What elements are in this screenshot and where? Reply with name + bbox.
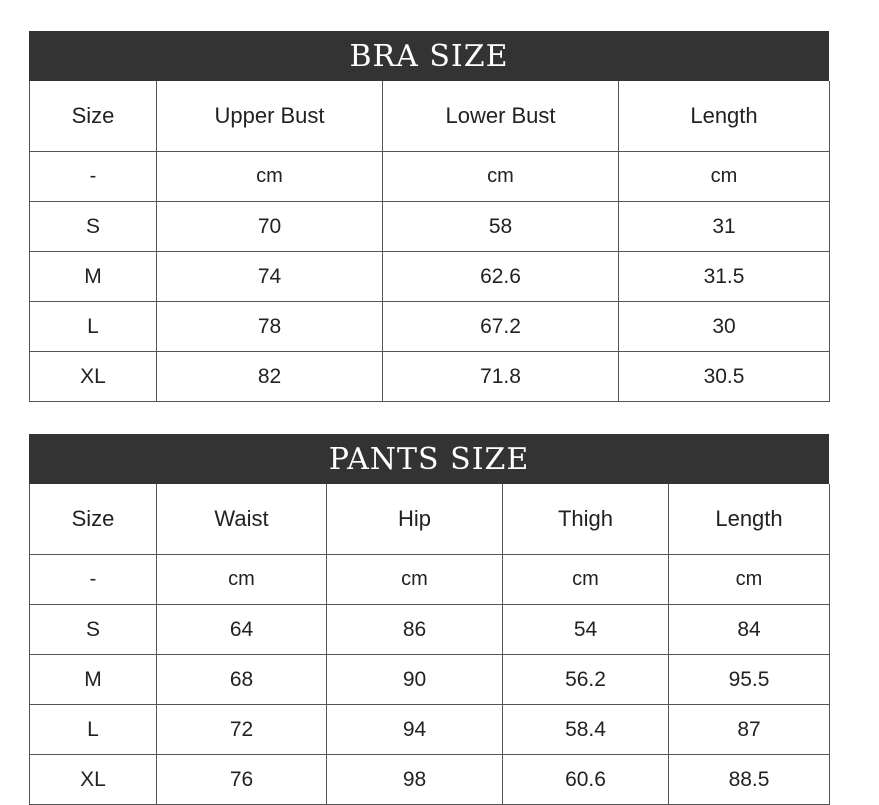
table-cell: 31.5 — [619, 252, 830, 302]
table-row — [30, 755, 830, 805]
size-label-cell: L — [30, 302, 157, 352]
column-header: Length — [619, 81, 830, 152]
table-cell: 78 — [157, 302, 383, 352]
table-cell: 94 — [327, 705, 503, 755]
table-cell: 58 — [383, 202, 619, 252]
unit-cell: - — [30, 152, 157, 202]
table-cell: 58.4 — [503, 705, 669, 755]
table-row — [30, 252, 830, 302]
unit-cell: cm — [157, 555, 327, 605]
table-cell: 30.5 — [619, 352, 830, 402]
table-cell: 76 — [157, 755, 327, 805]
table-cell: 56.2 — [503, 655, 669, 705]
table-row — [30, 605, 830, 655]
column-header: Waist — [157, 484, 327, 555]
table-cell: 62.6 — [383, 252, 619, 302]
table-cell: 86 — [327, 605, 503, 655]
unit-cell: cm — [669, 555, 830, 605]
table-row — [30, 202, 830, 252]
table-cell: 67.2 — [383, 302, 619, 352]
table-cell: 60.6 — [503, 755, 669, 805]
size-label-cell: XL — [30, 755, 157, 805]
table-cell: 87 — [669, 705, 830, 755]
pants-size-chart — [29, 434, 829, 805]
table-cell: 70 — [157, 202, 383, 252]
table-row — [30, 705, 830, 755]
table-cell: 74 — [157, 252, 383, 302]
table-cell: 88.5 — [669, 755, 830, 805]
size-label-cell: S — [30, 605, 157, 655]
table-row — [30, 352, 830, 402]
unit-cell: cm — [503, 555, 669, 605]
table-header-row — [30, 484, 830, 555]
table-header-row — [30, 81, 830, 152]
table-cell: 84 — [669, 605, 830, 655]
column-header: Length — [669, 484, 830, 555]
unit-cell: cm — [619, 152, 830, 202]
pants-size-title: PANTS SIZE — [29, 434, 829, 484]
column-header: Hip — [327, 484, 503, 555]
size-label-cell: S — [30, 202, 157, 252]
table-cell: 98 — [327, 755, 503, 805]
unit-row — [30, 555, 830, 605]
table-row — [30, 655, 830, 705]
unit-cell: cm — [383, 152, 619, 202]
column-header: Thigh — [503, 484, 669, 555]
size-label-cell: M — [30, 252, 157, 302]
table-cell: 54 — [503, 605, 669, 655]
column-header: Size — [30, 484, 157, 555]
size-label-cell: L — [30, 705, 157, 755]
table-cell: 90 — [327, 655, 503, 705]
unit-cell: - — [30, 555, 157, 605]
table-cell: 82 — [157, 352, 383, 402]
table-cell: 71.8 — [383, 352, 619, 402]
table-cell: 72 — [157, 705, 327, 755]
unit-row — [30, 152, 830, 202]
bra-size-chart — [29, 31, 829, 402]
column-header: Upper Bust — [157, 81, 383, 152]
size-label-cell: M — [30, 655, 157, 705]
bra-size-title: BRA SIZE — [29, 31, 829, 81]
unit-cell: cm — [157, 152, 383, 202]
table-row — [30, 302, 830, 352]
table-cell: 64 — [157, 605, 327, 655]
table-cell: 30 — [619, 302, 830, 352]
size-label-cell: XL — [30, 352, 157, 402]
bra-size-table — [29, 81, 830, 402]
column-header: Size — [30, 81, 157, 152]
table-cell: 31 — [619, 202, 830, 252]
table-cell: 95.5 — [669, 655, 830, 705]
pants-size-table — [29, 484, 830, 805]
unit-cell: cm — [327, 555, 503, 605]
column-header: Lower Bust — [383, 81, 619, 152]
table-cell: 68 — [157, 655, 327, 705]
